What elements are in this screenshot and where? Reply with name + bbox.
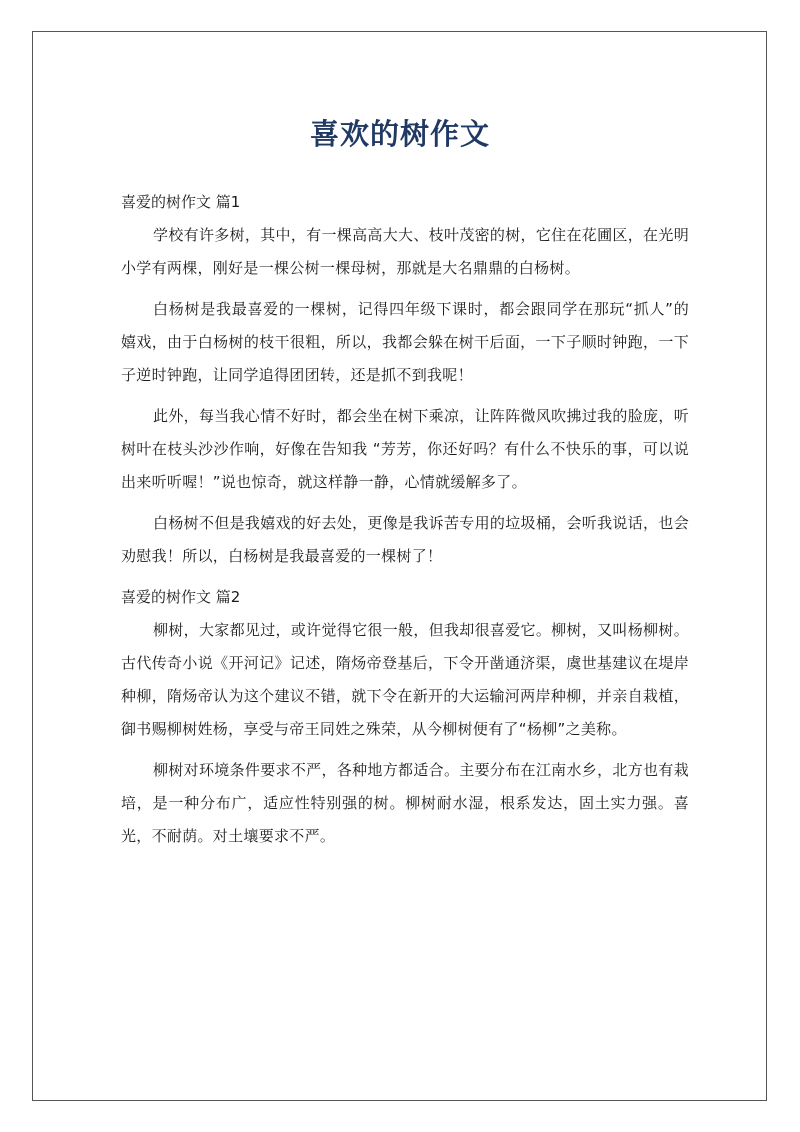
paragraph: 柳树对环境条件要求不严，各种地方都适合。主要分布在江南水乡，北方也有栽培，是一种分布广，适应性特别强的树。柳树耐水湿，根系发达，固土实力强。喜光，不耐荫。对土壤要求不严。 — [121, 761, 689, 845]
document-title: 喜欢的树作文 — [309, 117, 490, 151]
paragraph: 柳树，大家都见过，或许觉得它很一般，但我却很喜爱它。柳树，又叫杨柳树。古代传奇小说《开河记》记述，隋炀帝登基后，下令开凿通济渠，虞世基建议在堤岸种柳，隋炀帝认为这个建议不错，就下令在新开的大运输河两岸种柳，并亲自栽植，御书赐柳树姓杨，享受与帝王同姓之殊荣，从今柳树便有了“杨柳”之美称。 — [121, 621, 689, 738]
section-2 — [121, 581, 689, 853]
paragraph: 白杨树不但是我嬉戏的好去处，更像是我诉苦专用的垃圾桶，会听我说话，也会劝慰我！所以，白杨树是我最喜爱的一棵树了！ — [121, 514, 689, 565]
section-heading: 喜爱的树作文 篇1 — [121, 193, 241, 211]
document-body — [121, 186, 689, 861]
paragraph: 白杨树是我最喜爱的一棵树，记得四年级下课时，都会跟同学在那玩“抓人”的嬉戏，由于白杨树的枝干很粗，所以，我都会躲在树干后面，一下子顺时钟跑，一下子逆时钟跑，让同学追得团团转，还是抓不到我呢！ — [121, 300, 689, 384]
paragraph: 学校有许多树，其中，有一棵高高大大、枝叶茂密的树，它住在花圃区，在光明小学有两棵，刚好是一棵公树一棵母树，那就是大名鼎鼎的白杨树。 — [121, 226, 689, 277]
section-heading: 喜爱的树作文 篇2 — [121, 588, 241, 606]
section-1 — [121, 186, 689, 573]
paragraph: 此外，每当我心情不好时，都会坐在树下乘凉，让阵阵微风吹拂过我的脸庞，听树叶在枝头沙沙作响，好像在告知我 “芳芳，你还好吗？有什么不快乐的事，可以说出来听听喔！”说也惊奇，就这样静一静，心情就缓解多了。 — [121, 407, 689, 491]
